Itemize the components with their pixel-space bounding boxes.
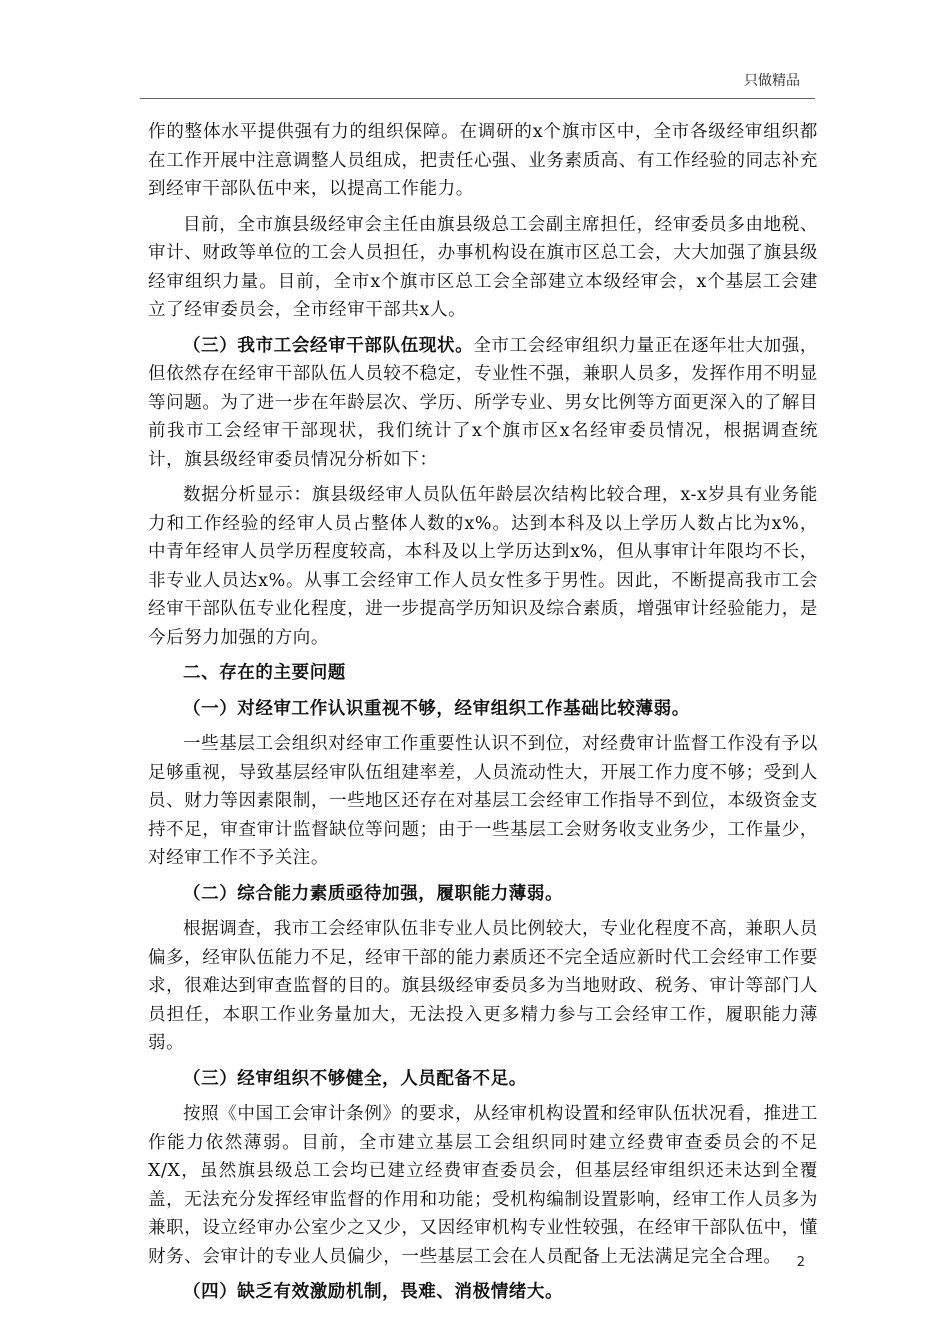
subheading-current-status: （三）我市工会经审干部队伍现状。 [183, 335, 474, 356]
paragraph-current-status [148, 332, 818, 475]
section-heading-main-problems: 二、存在的主要问题 [183, 663, 346, 683]
page-number: 2 [796, 1255, 805, 1270]
subheading-problem-3: （三）经审组织不够健全，人员配备不足。 [183, 1068, 527, 1089]
header-note: 只做精品 [744, 73, 800, 89]
paragraph-problem-2: 根据调查，我市工会经审队伍非专业人员比例较大，专业化程度不高，兼职人员偏多，经审队伍能力不足，经审干部的能力素质还不完全适应新时代工会经审工作要求，很难达到审查监督的目的。旗县级经审委员多为当地财政、税务、审计等部门人员担任，本职工作业务量加大，无法投入更多精力参与工会经审工作，履职能力薄弱。 [148, 919, 818, 1053]
paragraph-county-audit-committee: 目前，全市旗县级经审会主任由旗县级总工会副主席担任，经审委员多由地税、审计、财政等单位的工会人员担任，办事机构设在旗市区总工会，大大加强了旗县级经审组织力量。目前，全市x个旗市区总工会全部建立本级经审会，x个基层工会建立了经审委员会，全市经审干部共x人。 [148, 214, 818, 320]
subheading-problem-4: （四）缺乏有效激励机制，畏难、消极情绪大。 [183, 1282, 564, 1302]
paragraph-data-analysis: 数据分析显示：旗县级经审人员队伍年龄层次结构比较合理，x-x岁具有业务能力和工作经验的经审人员占整体人数的x%。达到本科及以上学历人数占比为x%，中青年经审人员学历程度较高，本科及以上学历达到x%，但从事审计年限均不长，非专业人员达x%。从事工会经审工作人员女性多于男性。因此，不断提高我市工会经审干部队伍专业化程度，进一步提高学历知识及综合素质，增强审计经验能力，是今后努力加强的方向。 [148, 485, 818, 648]
paragraph-continuation: 作的整体水平提供强有力的组织保障。在调研的x个旗市区中，全市各级经审组织都在工作开展中注意调整人员组成，把责任心强、业务素质高、有工作经验的同志补充到经审干部队伍中来，以提高工作能力。 [148, 122, 818, 199]
subheading-problem-1: （一）对经审工作认识重视不够，经审组织工作基础比较薄弱。 [183, 698, 690, 719]
paragraph-current-status-text: 全市工会经审组织力量正在逐年壮大加强，但依然存在经审干部队伍人员较不稳定，专业性不强，兼职人员多，发挥作用不明显等问题。为了进一步在年龄层次、学历、所学专业、男女比例等方面更深入的了解目前我市工会经审干部现状，我们统计了x个旗市区x名经审委员情况，根据调查统计，旗县级经审委员情况分析如下： [148, 335, 818, 470]
document-body [148, 118, 818, 1314]
paragraph-problem-1: 一些基层工会组织对经审工作重要性认识不到位，对经费审计监督工作没有予以足够重视，导致基层经审队伍组建率差，人员流动性大，开展工作力度不够；受到人员、财力等因素限制，一些地区还存在对基层工会经审工作指导不到位，本级资金支持不足，审查审计监督缺位等问题；由于一些基层工会财务收支业务少，工作量少，对经审工作不予关注。 [148, 734, 818, 868]
paragraph-problem-3: 按照《中国工会审计条例》的要求，从经审机构设置和经审队伍状况看，推进工作能力依然薄弱。目前，全市建立基层工会组织同时建立经费审查委员会的不足X/X，虽然旗县级总工会均已建立经费审查委员会，但基层经审组织还未达到全覆盖，无法充分发挥经审监督的作用和功能；受机构编制设置影响，经审工作人员多为兼职，设立经审办公室少之又少，又因经审机构专业性较强，在经审干部队伍中，懂财务、会审计的专业人员偏少，一些基层工会在人员配备上无法满足完全合理。 [148, 1104, 818, 1267]
subheading-problem-2: （二）综合能力素质亟待加强，履职能力薄弱。 [183, 883, 564, 904]
header-divider [140, 98, 815, 99]
